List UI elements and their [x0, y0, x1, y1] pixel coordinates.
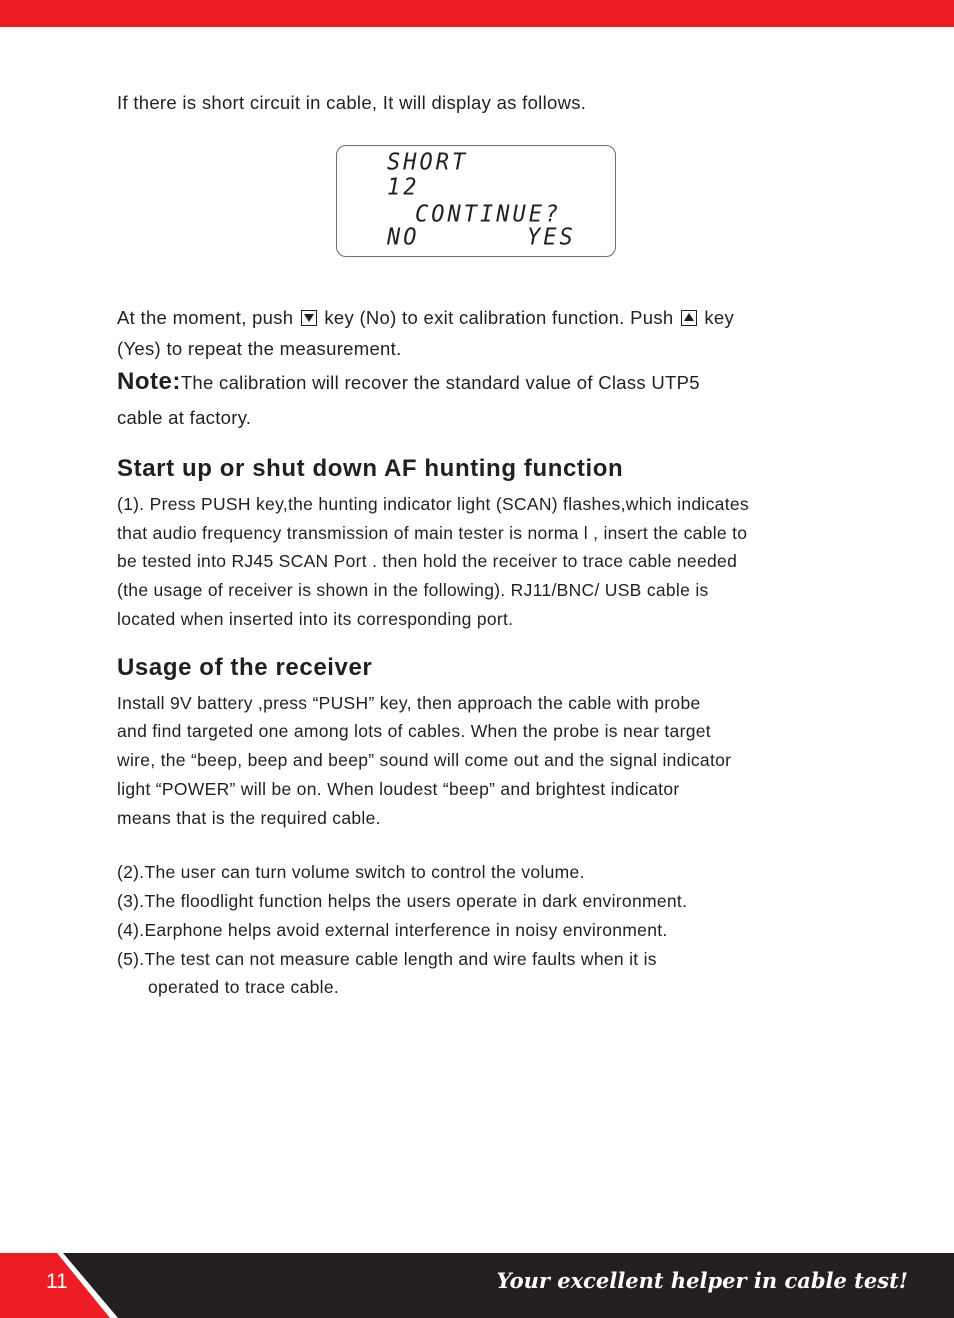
- list-item: (3).The floodlight function helps the users operate in dark environment.: [117, 891, 688, 911]
- list-item: operated to trace cable.: [117, 977, 340, 997]
- note-label: Note:: [117, 368, 181, 395]
- section2-line: Install 9V battery ,press “PUSH” key, then approach the cable with probe: [117, 693, 701, 713]
- footer-tagline: Your excellent helper in cable test!: [496, 1268, 908, 1293]
- section-heading-receiver: Usage of the receiver: [117, 654, 373, 681]
- section1-line: be tested into RJ45 SCAN Port . then hold the receiver to trace cable needed: [117, 551, 738, 571]
- lcd-line-continue: CONTINUE?: [415, 201, 562, 228]
- section1-line: located when inserted into its corresponding port.: [117, 609, 514, 629]
- list-item: (2).The user can turn volume switch to control the volume.: [117, 862, 585, 882]
- page-number: 11: [46, 1270, 68, 1293]
- moment-text-1: At the moment, push: [117, 307, 294, 328]
- section1-line: (the usage of receiver is shown in the following). RJ11/BNC/ USB cable is: [117, 580, 709, 600]
- note-text: The calibration will recover the standard value of Class UTP5: [180, 372, 700, 393]
- note-line-2: cable at factory.: [117, 407, 252, 428]
- section2-line: and find targeted one among lots of cables. When the probe is near target: [117, 721, 711, 741]
- section2-line: means that is the required cable.: [117, 808, 381, 828]
- lcd-line-short: SHORT: [387, 149, 469, 176]
- lcd-option-no: NO: [387, 224, 420, 251]
- moment-paragraph: [117, 302, 734, 333]
- section1-line: (1). Press PUSH key,the hunting indicator light (SCAN) flashes,which indicates: [117, 494, 749, 514]
- lcd-display: [336, 145, 616, 257]
- section2-line: wire, the “beep, beep and beep” sound will come out and the signal indicator: [117, 750, 732, 770]
- moment-text-3: key: [704, 307, 735, 328]
- section1-line: that audio frequency transmission of main tester is norma l , insert the cable to: [117, 523, 748, 543]
- list-item: (4).Earphone helps avoid external interference in noisy environment.: [117, 920, 668, 940]
- up-arrow-key-icon: [681, 310, 697, 326]
- section2-line: light “POWER” will be on. When loudest “beep” and brightest indicator: [117, 779, 680, 799]
- top-red-bar: [0, 0, 954, 27]
- moment-line-2: (Yes) to repeat the measurement.: [117, 338, 402, 359]
- note-paragraph: [117, 366, 700, 398]
- intro-text: If there is short circuit in cable, It will display as follows.: [117, 92, 587, 113]
- section-heading-af-hunting: Start up or shut down AF hunting function: [117, 455, 624, 482]
- lcd-line-pair: 12: [387, 174, 420, 201]
- moment-text-2: key (No) to exit calibration function. Push: [324, 307, 674, 328]
- lcd-option-yes: YES: [527, 224, 576, 251]
- list-item: (5).The test can not measure cable length and wire faults when it is: [117, 949, 657, 969]
- down-arrow-key-icon: [301, 310, 317, 326]
